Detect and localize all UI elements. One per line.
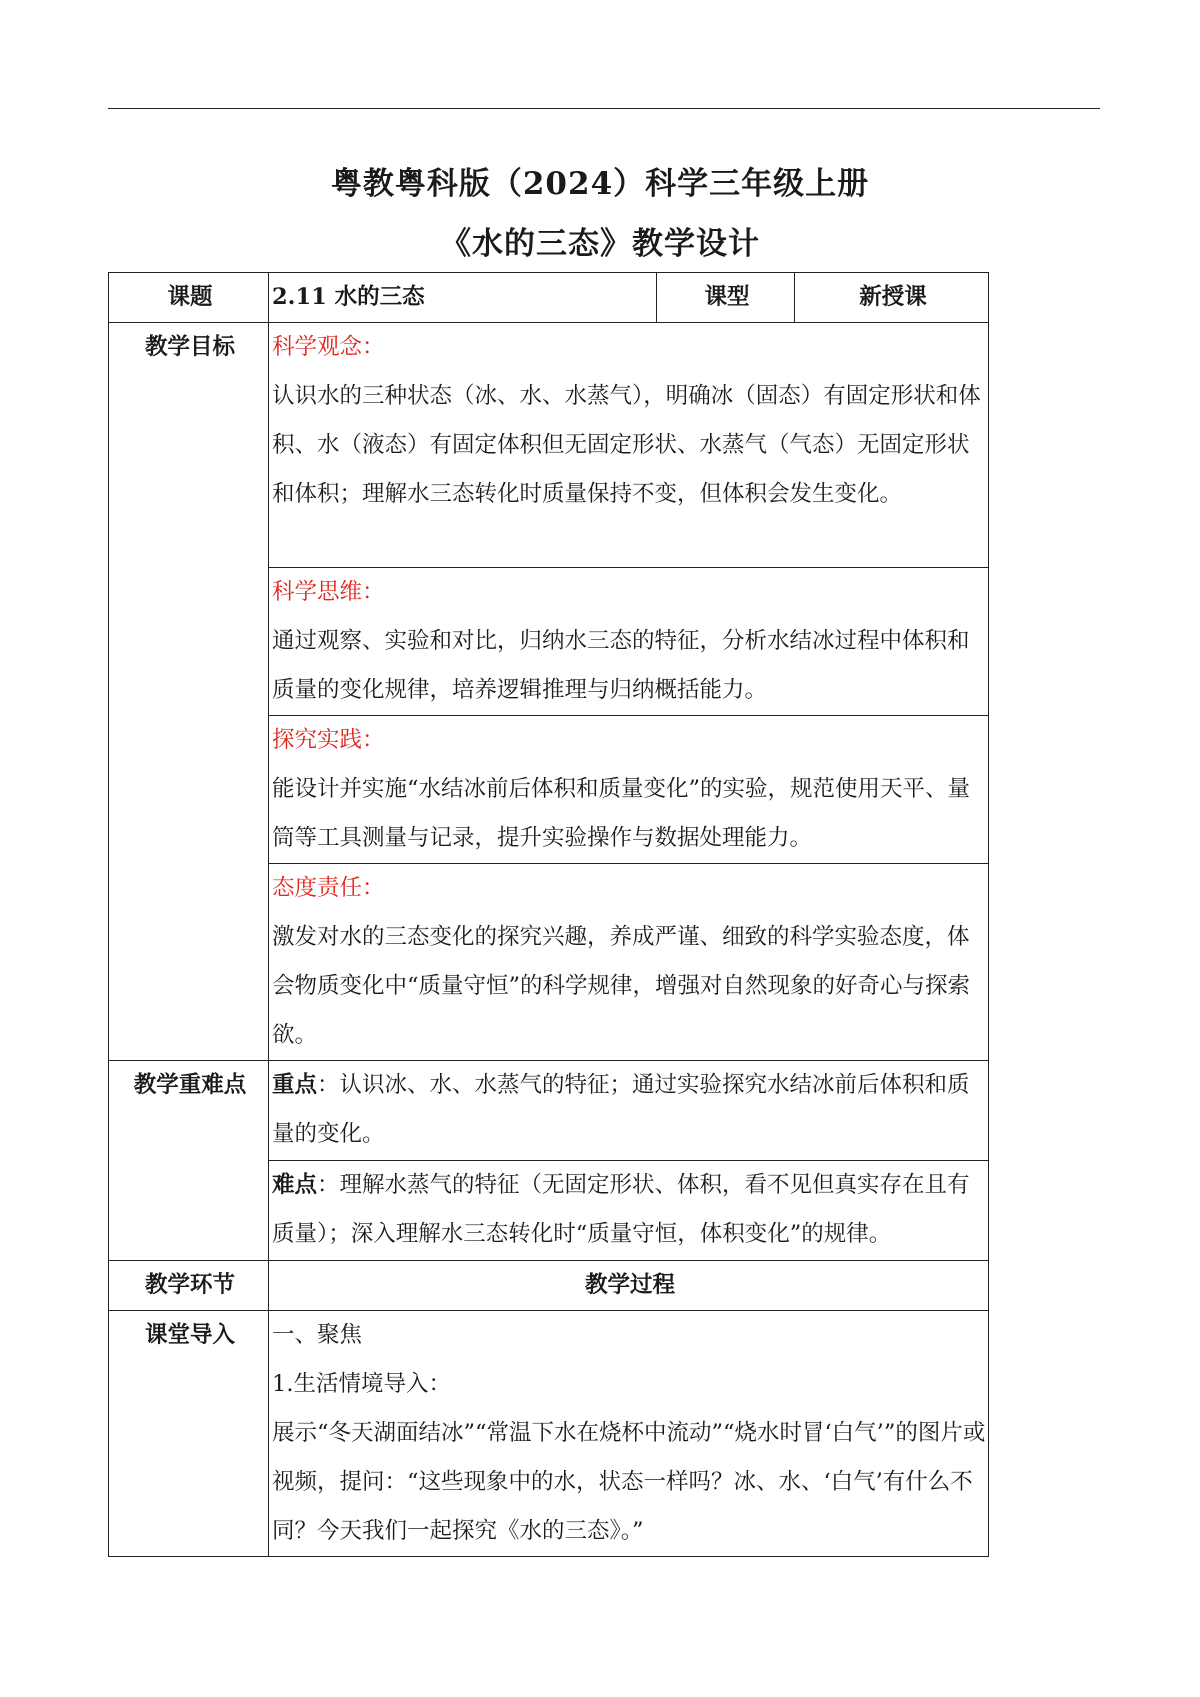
table-row-objective-1	[109, 323, 989, 568]
intro-line: 一、聚焦	[272, 1322, 363, 1348]
objective-text: 通过观察、实验和对比，归纳水三态的特征，分析水结冰过程中体积和质量的变化规律，培养逻辑推理与归纳概括能力。	[272, 628, 970, 703]
header-rule	[108, 108, 1100, 109]
document-subtitle: 《水的三态》教学设计	[440, 226, 760, 262]
process-header: 教学过程	[269, 1261, 989, 1311]
table-row-keypoint	[109, 1061, 989, 1161]
intro-label: 课堂导入	[109, 1311, 269, 1557]
objective-heading: 探究实践：	[272, 727, 385, 753]
lesson-plan-table	[108, 272, 989, 1557]
keypoints-label: 教学重难点	[109, 1061, 269, 1261]
objective-cell	[269, 864, 989, 1061]
keypoint-cell	[269, 1061, 989, 1161]
objectives-label: 教学目标	[109, 323, 269, 1061]
objective-heading: 科学思维：	[272, 579, 385, 605]
table-row-process-header	[109, 1261, 989, 1311]
table-row-intro	[109, 1311, 989, 1557]
objective-cell	[269, 716, 989, 864]
keypoint-text: ：认识冰、水、水蒸气的特征；通过实验探究水结冰前后体积和质量的变化。	[272, 1072, 970, 1147]
objective-cell	[269, 323, 989, 568]
stage-header: 教学环节	[109, 1261, 269, 1311]
lesson-type-value: 新授课	[795, 273, 989, 323]
topic-value: 2.11 水的三态	[269, 273, 657, 323]
difficulty-text: ：理解水蒸气的特征（无固定形状、体积，看不见但真实存在且有质量）；深入理解水三态转化时“质量守恒，体积变化”的规律。	[272, 1172, 970, 1247]
intro-cell	[269, 1311, 989, 1557]
objective-text: 激发对水的三态变化的探究兴趣，养成严谨、细致的科学实验态度，体会物质变化中“质量守恒”的科学规律，增强对自然现象的好奇心与探索欲。	[272, 924, 971, 1048]
difficulty-heading: 难点	[272, 1172, 318, 1198]
objective-cell	[269, 568, 989, 716]
document-title: 粤教粤科版（2024）科学三年级上册	[330, 166, 870, 202]
objective-heading: 科学观念：	[272, 334, 385, 360]
objective-heading: 态度责任：	[272, 875, 385, 901]
topic-label: 课题	[109, 273, 269, 323]
difficulty-cell	[269, 1161, 989, 1261]
objective-text: 能设计并实施“水结冰前后体积和质量变化”的实验，规范使用天平、量筒等工具测量与记录，提升实验操作与数据处理能力。	[272, 776, 971, 851]
objective-text: 认识水的三种状态（冰、水、水蒸气），明确冰（固态）有固定形状和体积、水（液态）有固定体积但无固定形状、水蒸气（气态）无固定形状和体积；理解水三态转化时质量保持不变，但体积会发生变化。	[272, 383, 981, 507]
keypoint-heading: 重点	[272, 1072, 318, 1098]
lesson-type-label: 课型	[657, 273, 795, 323]
table-row-topic	[109, 273, 989, 323]
intro-line: 展示“冬天湖面结冰”“常温下水在烧杯中流动”“烧水时冒‘白气’”的图片或视频，提问：“这些现象中的水，状态一样吗？冰、水、‘白气’有什么不同？今天我们一起探究《水的三态》。”	[272, 1420, 986, 1544]
intro-line: 1.生活情境导入：	[272, 1371, 451, 1397]
